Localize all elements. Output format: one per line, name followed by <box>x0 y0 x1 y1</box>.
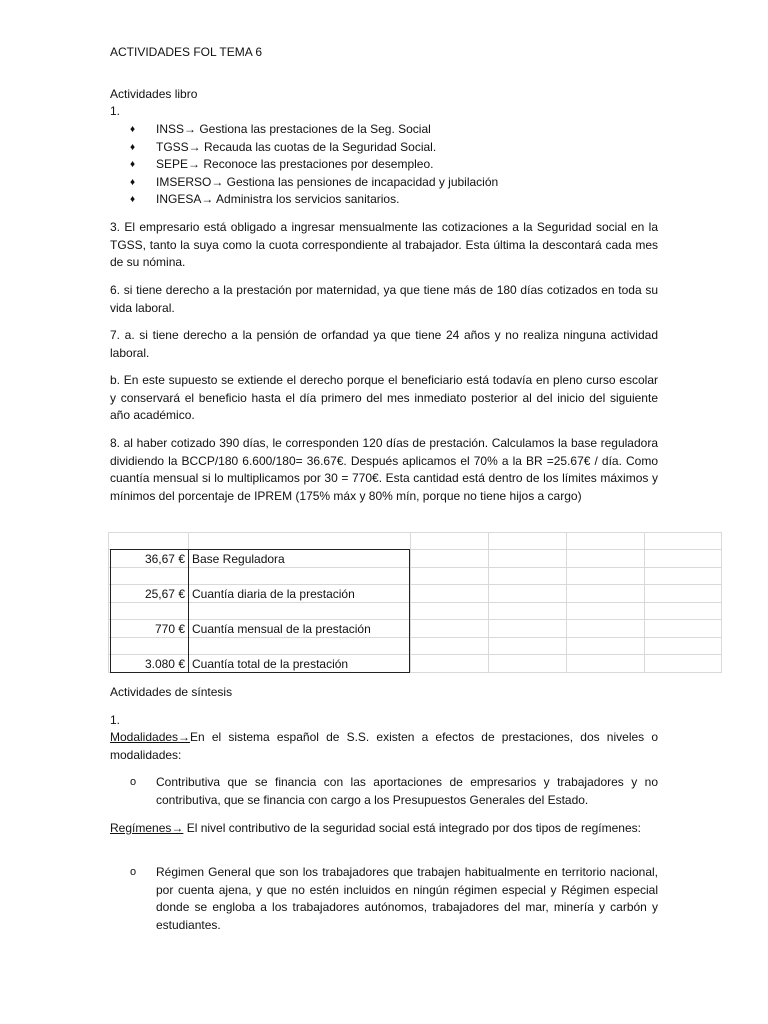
table-label: Cuantía diaria de la prestación <box>192 587 355 601</box>
list-item: ♦ TGSS→ Recauda las cuotas de la Seguridad Social. <box>130 139 650 157</box>
table-label: Cuantía total de la prestación <box>192 657 349 671</box>
table-label: Base Reguladora <box>192 552 285 566</box>
diamond-bullet-icon: ♦ <box>130 176 136 188</box>
diamond-bullet-icon: ♦ <box>130 124 136 135</box>
answer-3: 3. El empresario está obligado a ingresar mensualmente las cotizaciones a la Seguridad social en la TGSS, tanto la suya como la cuota correspondiente al trabajador. Esta última la descontará cada mes de su nómina. <box>110 220 658 269</box>
list-item: ♦ INGESA→ Administra los servicios sanitarios. <box>130 191 650 209</box>
table-amount: 3.080 € <box>144 657 185 671</box>
table-amount: 36,67 € <box>144 552 185 566</box>
table-label: Cuantía mensual de la prestación <box>192 622 371 636</box>
table-row <box>111 621 408 639</box>
regimenes-paragraph: Regímenes→ El nivel contributivo de la seguridad social está integrado por dos tipos de regímenes: <box>110 821 641 835</box>
benefit-table <box>110 549 410 673</box>
synthesis-number-1: 1. <box>110 713 121 727</box>
table-amount: 25,67 € <box>144 587 185 601</box>
document-title: ACTIVIDADES FOL TEMA 6 <box>110 45 263 59</box>
table-row <box>111 586 408 604</box>
circle-bullet-icon: o <box>130 776 137 788</box>
list-item: ♦ IMSERSO→ Gestiona las pensiones de incapacidad y jubilación <box>130 174 650 192</box>
table-row <box>111 551 408 569</box>
section-heading-sintesis: Actividades de síntesis <box>110 685 233 699</box>
list-item <box>130 864 658 934</box>
table-amount: 770 € <box>154 622 185 636</box>
modalidades-label: Modalidades→ <box>110 730 191 744</box>
answer-8: 8. al haber cotizado 390 días, le corresponden 120 días de prestación. Calculamos la base reguladora dividiendo la BCCP/180 6.600/180= 36.67€. Después aplicamos el 70% a la BR =25.67€ / día. Como cuantía mensual si lo multiplicamos por 30 = 770€. Esta cantidad está dentro de los límites máximos y mínimos del porcentaje de IPREM (175% máx y 80% mín, porque no tiene hijos a cargo) <box>110 436 658 503</box>
question-number-1: 1. <box>110 104 121 118</box>
diamond-bullet-icon: ♦ <box>130 194 136 205</box>
answer-6: 6. si tiene derecho a la prestación por maternidad, ya que tiene más de 180 días cotizados en toda su vida laboral. <box>110 283 658 315</box>
regimenes-label: Regímenes→ <box>110 821 184 835</box>
answer-7b: b. En este supuesto se extiende el derecho porque el beneficiario está todavía en pleno curso escolar y conservará el beneficio hasta el día primero del mes inmediato posterior al del inicio del siguiente año académico. <box>110 373 658 422</box>
answer-7a: 7. a. si tiene derecho a la pensión de orfandad ya que tiene 24 años y no realiza ninguna actividad laboral. <box>110 328 658 360</box>
organisms-list <box>130 121 650 209</box>
regimen-general-text: Régimen General que son los trabajadores que trabajen habitualmente en territorio nacional, por cuenta ajena, y que no estén incluidos en ningún régimen especial y Régimen especial donde se engloba a los trabajadores autónomos, trabajadores del mar, minería y carbón y estudiantes. <box>156 865 658 932</box>
circle-bullet-icon: o <box>130 866 137 878</box>
diamond-bullet-icon: ♦ <box>130 141 136 153</box>
table-row <box>111 656 408 674</box>
section-heading-libro: Actividades libro <box>110 87 198 101</box>
modalidades-paragraph: Modalidades→En el sistema español de S.S. existen a efectos de prestaciones, dos niveles o modalidades: <box>110 730 658 762</box>
list-item: ♦ INSS→ Gestiona las prestaciones de la Seg. Social <box>130 121 650 139</box>
diamond-bullet-icon: ♦ <box>130 159 136 170</box>
list-item: ♦ SEPE→ Reconoce las prestaciones por desempleo. <box>130 156 650 174</box>
contributiva-text: Contributiva que se financia con las aportaciones de empresarios y trabajadores y no contributiva, que se financia con cargo a los Presupuestos Generales del Estado. <box>156 775 658 807</box>
list-item <box>130 774 658 809</box>
